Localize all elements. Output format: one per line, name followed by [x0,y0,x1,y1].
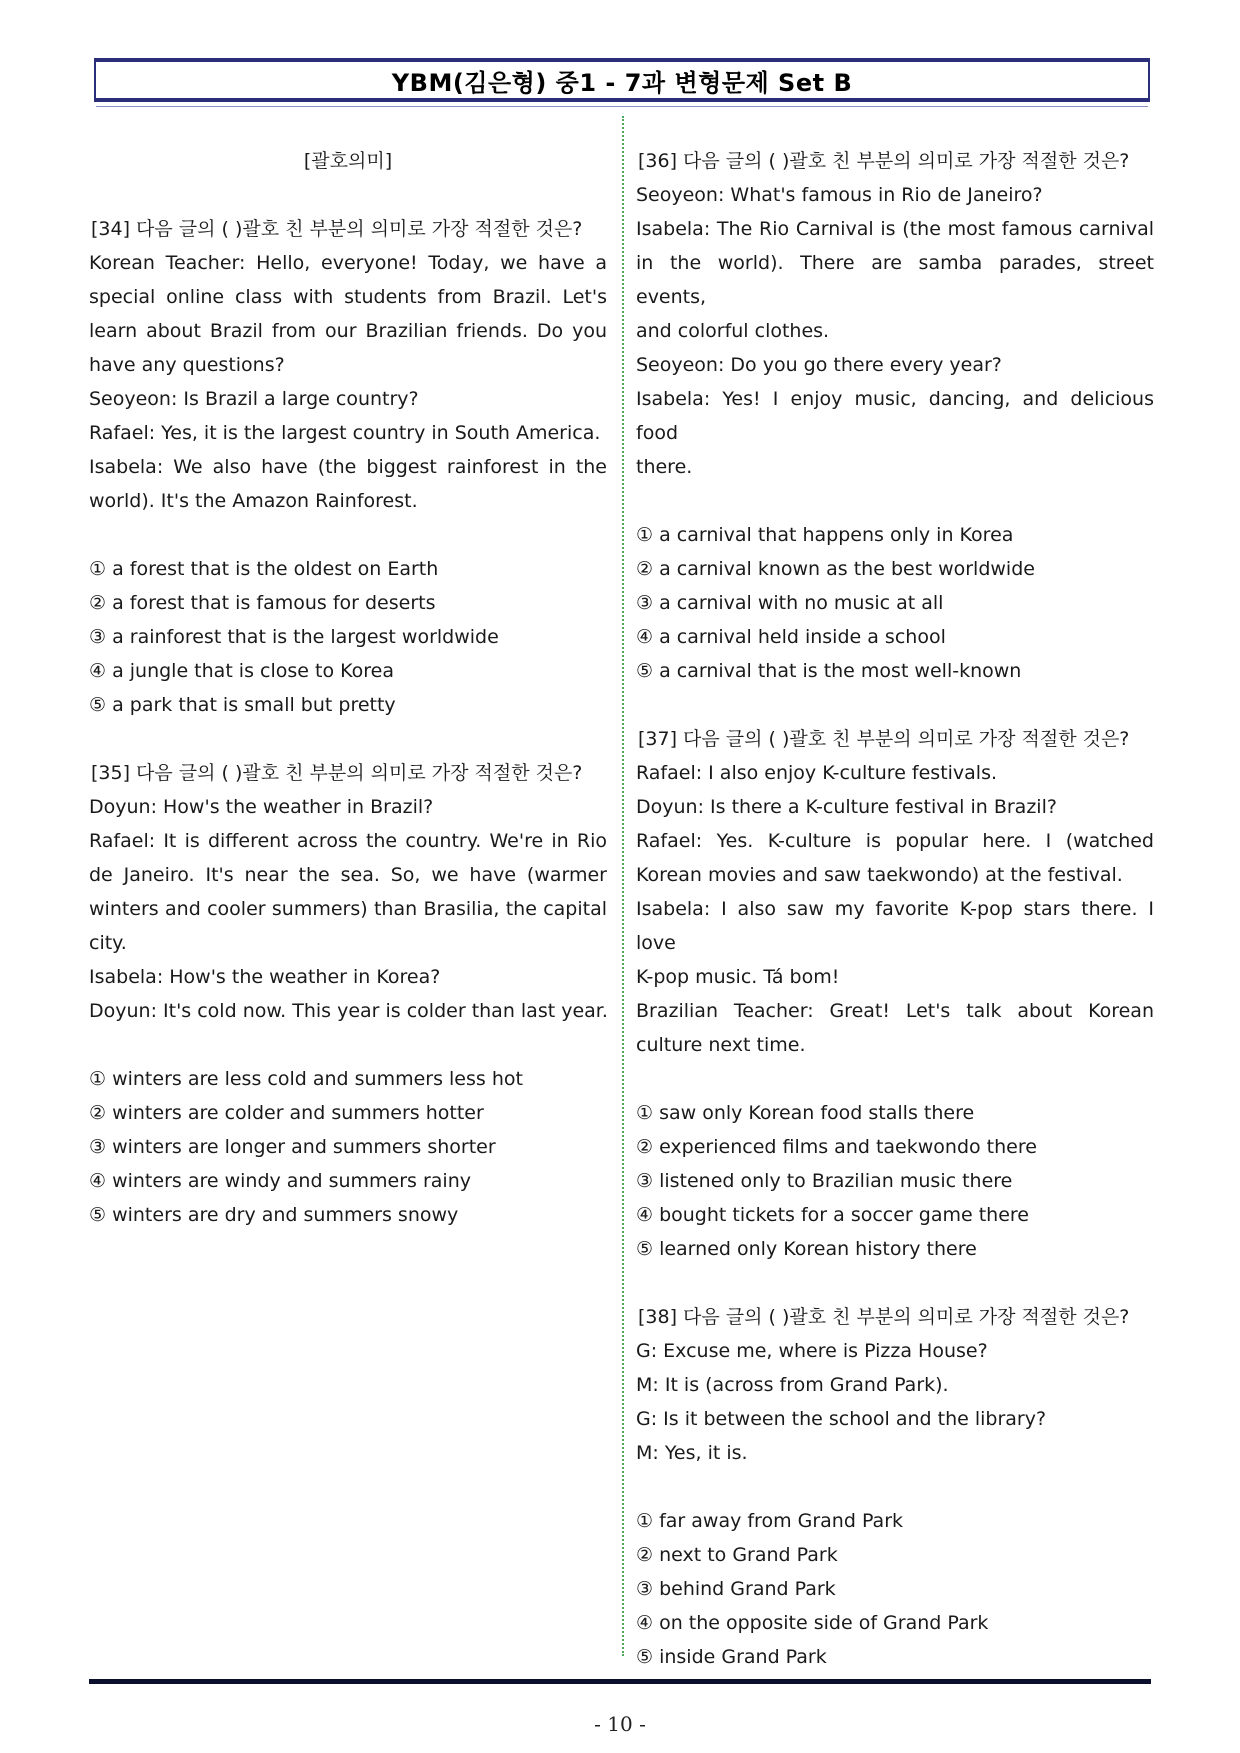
passage-line: Isabela: Yes! I enjoy music, dancing, and delicious food [636,388,1154,444]
question-prompt: [37] 다음 글의 ( )괄호 친 부분의 의미로 가장 적절한 것은? [638,728,1130,750]
answer-option: ③ a rainforest that is the largest worldwide [89,626,499,648]
header-underline [96,106,1148,107]
answer-option: ② a carnival known as the best worldwide [636,558,1035,580]
answer-option: ② experienced films and taekwondo there [636,1136,1037,1158]
passage-line: Isabela: I also saw my favorite K-pop stars there. I love [636,898,1154,954]
passage-line: Korean movies and saw taekwondo) at the festival. [636,864,1123,886]
passage-line: winters and cooler summers) than Brasilia, the capital [89,898,607,920]
passage-line: Doyun: How's the weather in Brazil? [89,796,434,818]
left-column [89,144,607,1232]
passage-line: Seoyeon: Is Brazil a large country? [89,388,419,410]
question-prompt: [38] 다음 글의 ( )괄호 친 부분의 의미로 가장 적절한 것은? [638,1306,1130,1328]
passage-line: world). It's the Amazon Rainforest. [89,490,418,512]
answer-option: ⑤ a carnival that is the most well-known [636,660,1022,682]
question-37 [636,722,1154,1266]
page-header [94,58,1150,102]
question-38 [636,1300,1154,1674]
passage-line: culture next time. [636,1034,806,1056]
passage-line: Rafael: It is different across the country. We're in Rio [89,830,607,852]
answer-option: ① saw only Korean food stalls there [636,1102,975,1124]
column-divider [622,116,624,1656]
passage-line: M: It is (across from Grand Park). [636,1374,949,1396]
answer-option: ③ behind Grand Park [636,1578,836,1600]
passage-line: Brazilian Teacher: Great! Let's talk about Korean [636,1000,1154,1022]
question-35 [89,756,607,1232]
page-title: YBM(김은형) 중1 - 7과 변형문제 Set B [391,68,853,97]
right-column [636,144,1154,1674]
answer-option: ⑤ a park that is small but pretty [89,694,396,716]
section-label: [괄호의미] [303,150,393,172]
passage-line: Rafael: Yes. K-culture is popular here. I (watched [636,830,1154,852]
answer-option: ② winters are colder and summers hotter [89,1102,484,1124]
page-number: - 10 - [594,1712,646,1736]
question-34 [89,212,607,722]
question-prompt: [36] 다음 글의 ( )괄호 친 부분의 의미로 가장 적절한 것은? [638,150,1130,172]
passage-line: G: Is it between the school and the library? [636,1408,1047,1430]
answer-option: ③ a carnival with no music at all [636,592,944,614]
passage-line: Isabela: The Rio Carnival is (the most famous carnival [636,218,1154,240]
answer-option: ③ winters are longer and summers shorter [89,1136,496,1158]
answer-option: ⑤ inside Grand Park [636,1646,827,1668]
answer-option: ① winters are less cold and summers less hot [89,1068,523,1090]
footer-rule [89,1679,1151,1684]
passage-line: Korean Teacher: Hello, everyone! Today, we have a [89,252,607,274]
answer-option: ③ listened only to Brazilian music there [636,1170,1013,1192]
passage-line: K-pop music. Tá bom! [636,966,840,988]
answer-option: ⑤ learned only Korean history there [636,1238,977,1260]
answer-option: ⑤ winters are dry and summers snowy [89,1204,459,1226]
answer-option: ④ on the opposite side of Grand Park [636,1612,989,1634]
passage-line: have any questions? [89,354,285,376]
question-prompt: [34] 다음 글의 ( )괄호 친 부분의 의미로 가장 적절한 것은? [91,218,583,240]
passage-line: Doyun: It's cold now. This year is colder than last year. [89,1000,608,1022]
passage-line: M: Yes, it is. [636,1442,748,1464]
passage-line: Seoyeon: Do you go there every year? [636,354,1002,376]
answer-option: ④ a jungle that is close to Korea [89,660,394,682]
answer-option: ④ winters are windy and summers rainy [89,1170,471,1192]
question-36 [636,144,1154,688]
passage-line: G: Excuse me, where is Pizza House? [636,1340,988,1362]
answer-option: ② next to Grand Park [636,1544,838,1566]
answer-option: ④ bought tickets for a soccer game there [636,1204,1029,1226]
answer-option: ① far away from Grand Park [636,1510,904,1532]
question-prompt: [35] 다음 글의 ( )괄호 친 부분의 의미로 가장 적절한 것은? [91,762,583,784]
passage-line: Doyun: Is there a K-culture festival in Brazil? [636,796,1057,818]
passage-line: city. [89,932,127,954]
passage-line: learn about Brazil from our Brazilian friends. Do you [89,320,607,342]
passage-line: Seoyeon: What's famous in Rio de Janeiro? [636,184,1043,206]
answer-option: ① a carnival that happens only in Korea [636,524,1014,546]
passage-line: Isabela: We also have (the biggest rainforest in the [89,456,607,478]
passage-line: Rafael: I also enjoy K-culture festivals. [636,762,998,784]
passage-line: there. [636,456,693,478]
passage-line: special online class with students from Brazil. Let's [89,286,607,308]
answer-option: ② a forest that is famous for deserts [89,592,436,614]
passage-line: de Janeiro. It's near the sea. So, we have (warmer [89,864,607,886]
passage-line: Rafael: Yes, it is the largest country in South America. [89,422,601,444]
answer-option: ① a forest that is the oldest on Earth [89,558,439,580]
passage-line: and colorful clothes. [636,320,830,342]
answer-option: ④ a carnival held inside a school [636,626,946,648]
passage-line: Isabela: How's the weather in Korea? [89,966,441,988]
passage-line: in the world). There are samba parades, street events, [636,252,1154,308]
